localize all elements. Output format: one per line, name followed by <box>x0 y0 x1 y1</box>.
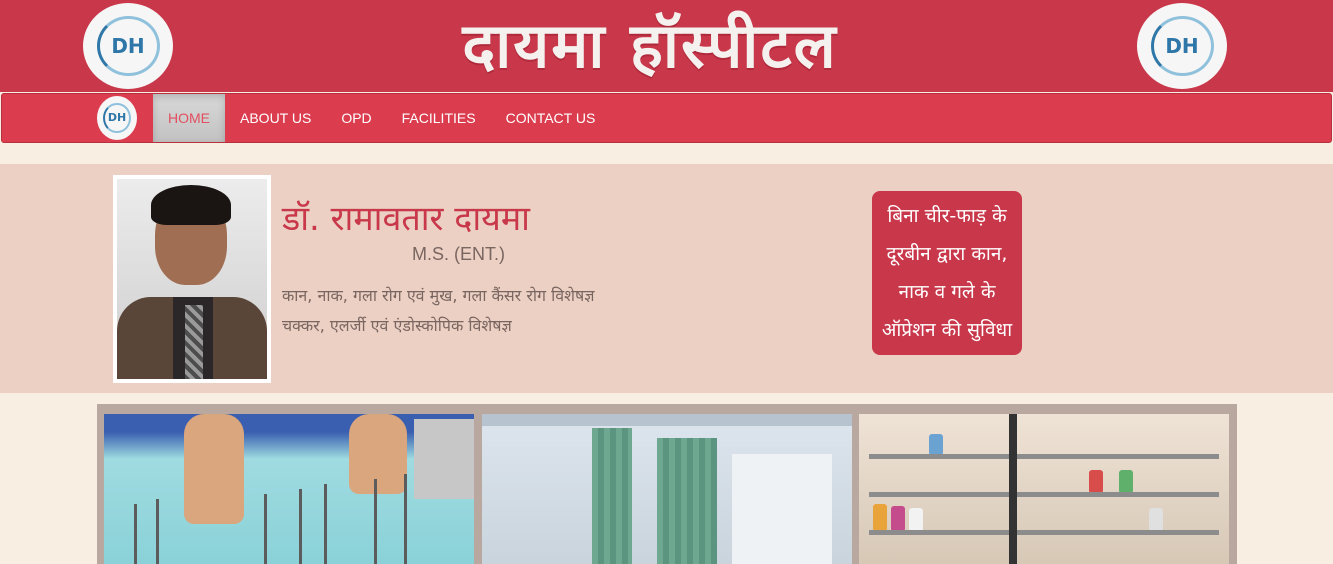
gallery-image-surgical-tools[interactable] <box>104 414 474 564</box>
nav-item-contact-us[interactable]: CONTACT US <box>505 110 596 126</box>
doctor-degree: M.S. (ENT.) <box>412 244 505 264</box>
main-navbar <box>1 93 1332 143</box>
facility-gallery <box>97 404 1237 564</box>
hospital-title: दायमा हॉस्पीटल <box>462 9 838 82</box>
doctor-specialty: चक्कर, एलर्जी एवं एंडोस्कोपिक विशेषज्ञ <box>282 316 512 335</box>
promo-badge <box>872 191 1022 355</box>
header-banner <box>0 0 1333 92</box>
nav-item-about-us[interactable]: ABOUT US <box>240 110 312 126</box>
doctor-name: डॉ. रामावतार दायमा <box>282 199 530 239</box>
doctor-specialty: कान, नाक, गला रोग एवं मुख, गला कैंसर रोग विशेषज्ञ <box>282 286 595 305</box>
promo-line: बिना चीर-फाड़ के <box>887 205 1007 227</box>
promo-line: नाक व गले के <box>898 281 996 303</box>
gallery-image-pharmacy[interactable] <box>859 414 1229 564</box>
logo-mark: DH <box>1151 16 1214 76</box>
logo-mark: DH <box>97 16 160 76</box>
nav-item-facilities[interactable]: FACILITIES <box>401 110 476 126</box>
hospital-logo-left[interactable] <box>83 3 173 89</box>
nav-menu <box>153 94 610 142</box>
nav-item-home[interactable]: HOME <box>153 94 225 142</box>
gallery-image-ward[interactable] <box>482 414 852 564</box>
nav-logo[interactable] <box>97 96 137 140</box>
promo-line: ऑप्रेशन की सुविधा <box>881 319 1013 341</box>
nav-item-opd[interactable]: OPD <box>341 110 372 126</box>
hospital-logo-right <box>1137 3 1227 89</box>
doctor-info-band <box>0 164 1333 393</box>
doctor-photo <box>113 175 271 383</box>
logo-mark: DH <box>103 103 131 134</box>
promo-line: दूरबीन द्वारा कान, <box>886 243 1008 265</box>
